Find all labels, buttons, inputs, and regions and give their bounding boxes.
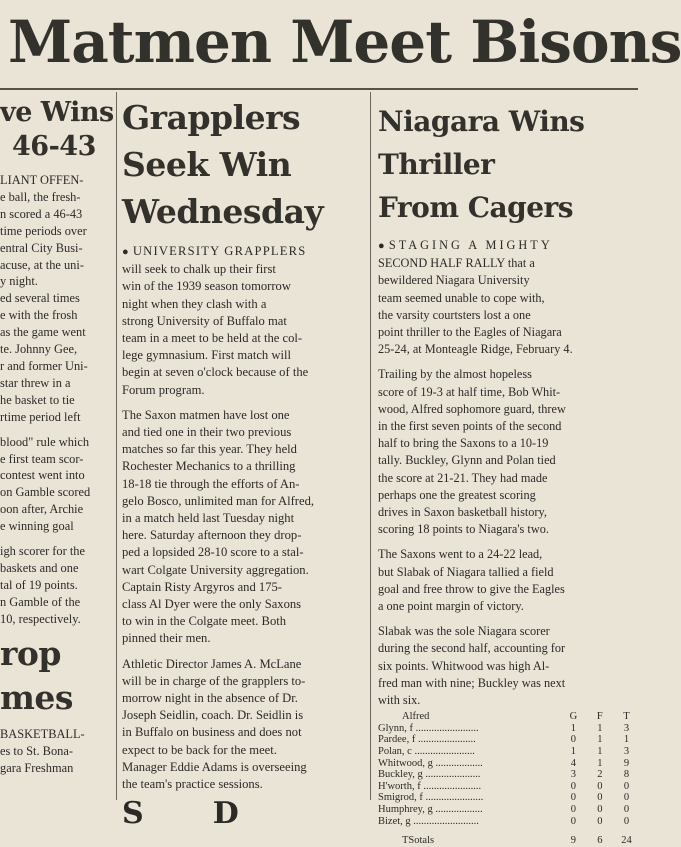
- box-score-header: [378, 711, 640, 723]
- stat-cell: 0: [623, 780, 630, 792]
- text-line: ped a lopsided 28-10 score to a stal-: [122, 545, 304, 560]
- text-line: Joseph Seidlin, coach. Dr. Seidlin is: [122, 708, 304, 723]
- text-line: rtime period left: [0, 409, 81, 424]
- text-line: Rochester Mechanics to a thrilling: [122, 459, 296, 474]
- text-line: will be in charge of the grapplers to-: [122, 673, 306, 688]
- stat-cell: 1: [597, 734, 603, 746]
- text-line: [0, 535, 114, 543]
- text-line: morrow night in the absence of Dr.: [122, 691, 298, 706]
- middle-headline-line: Grapplers: [122, 98, 301, 137]
- stat-cell: 0: [623, 815, 630, 827]
- stat-cell: 0: [597, 815, 603, 827]
- banner-headline: Matmen Meet Bisons: [8, 8, 681, 76]
- text-line: and tied one in their two previous: [122, 425, 292, 440]
- totals-label: TSotals: [402, 835, 435, 847]
- column-header: G: [569, 711, 578, 723]
- text-line: in a match held last Tuesday night: [122, 511, 295, 526]
- lead-text: UNIVERSITY GRAPPLERS: [132, 244, 307, 258]
- right-headline: [378, 100, 638, 229]
- column-header: T: [623, 711, 630, 723]
- column-rule-right: [370, 92, 371, 800]
- stat-cell: 0: [570, 734, 577, 746]
- text-line: baskets and one: [0, 560, 79, 575]
- text-line: half to bring the Saxons to a 10-19: [378, 436, 549, 451]
- text-line: scoring 18 points to Niagara's two.: [378, 522, 549, 537]
- box-score-row: [378, 792, 640, 804]
- text-line: begin at seven o'clock because of the: [122, 365, 309, 380]
- column-rule-left: [116, 92, 117, 800]
- player-name: Whitwood, g ..................: [378, 757, 483, 769]
- middle-paragraph-1: [122, 243, 368, 399]
- banner-rule: [0, 88, 638, 90]
- middle-paragraph-2: [122, 407, 368, 648]
- stat-cell: 1: [597, 746, 603, 758]
- text-line: igh scorer for the: [0, 544, 85, 559]
- text-line: night when they clash with a: [122, 296, 267, 311]
- text-line: the team's practice sessions.: [122, 777, 263, 792]
- box-score-totals: [378, 827, 640, 847]
- text-line: wood, Alfred sophomore guard, threw: [378, 401, 566, 416]
- totals-cell: 6: [597, 835, 603, 847]
- text-line: y night.: [0, 274, 38, 289]
- text-line: but Slabak of Niagara tallied a field: [378, 564, 554, 579]
- middle-column: [122, 94, 368, 832]
- middle-headline-line: Seek Win: [122, 145, 292, 184]
- stat-cell: 1: [623, 734, 630, 746]
- right-paragraph-2: [378, 366, 638, 538]
- text-line: bewildered Niagara University: [378, 273, 530, 288]
- bullet-icon: ●: [378, 240, 386, 252]
- stat-cell: 8: [623, 769, 630, 781]
- stat-cell: 2: [597, 769, 603, 781]
- lead-line: [378, 237, 638, 255]
- text-line: point thriller to the Eagles of Niagara: [378, 325, 562, 340]
- text-line: will seek to chalk up their first: [122, 262, 276, 277]
- text-line: tal of 19 points.: [0, 577, 78, 592]
- middle-headline: [122, 94, 368, 235]
- text-line: e ball, the fresh-: [0, 189, 81, 204]
- text-line: team seemed unable to cope with,: [378, 290, 545, 305]
- text-line: oon after, Archie: [0, 502, 84, 517]
- right-paragraph-1: [378, 237, 638, 358]
- player-name: Polan, c .......................: [378, 746, 475, 758]
- text-line: tally. Buckley, Glynn and Polan tied: [378, 453, 556, 468]
- text-line: in Buffalo on business and does not: [122, 725, 302, 740]
- right-paragraph-4: [378, 623, 638, 709]
- box-score: [378, 711, 640, 847]
- text-line: te. Johnny Gee,: [0, 342, 78, 357]
- text-line: 18-18 tie through the efforts of An-: [122, 476, 300, 491]
- text-line: blood" rule which: [0, 434, 90, 449]
- text-line: expect to be back for the meet.: [122, 742, 277, 757]
- left-story-2: [0, 726, 114, 777]
- text-line: here. Saturday afternoon they drop-: [122, 528, 302, 543]
- middle-headline-line: Wednesday: [122, 192, 324, 231]
- stat-cell: 9: [623, 757, 630, 769]
- stat-cell: 4: [570, 757, 577, 769]
- text-line: r and former Uni-: [0, 358, 88, 373]
- left-headline-2: [0, 632, 114, 720]
- right-column: [378, 94, 638, 847]
- box-score-row: [378, 746, 640, 758]
- left-headline: [0, 96, 114, 164]
- left-story: [0, 172, 114, 628]
- left-column: [0, 94, 114, 800]
- text-line: six points. Whitwood was high Al-: [378, 658, 550, 673]
- box-score-row: [378, 804, 640, 816]
- player-name: Buckley, g .....................: [378, 769, 481, 781]
- text-line: ed several times: [0, 291, 80, 306]
- text-line: The Saxon matmen have lost one: [122, 407, 290, 422]
- player-name: H'worth, f ......................: [378, 780, 482, 792]
- text-line: pinned their men.: [122, 631, 211, 646]
- text-line: lege gymnasium. First match will: [122, 348, 291, 363]
- text-line: he basket to tie: [0, 392, 75, 407]
- player-name: Humphrey, g ..................: [378, 804, 483, 816]
- left-headline-2-line: mes: [0, 677, 73, 717]
- stat-cell: 0: [570, 815, 577, 827]
- text-line: matches so far this year. They held: [122, 442, 297, 457]
- text-line: perhaps one the greatest scoring: [378, 487, 536, 502]
- text-line: 25-24, at Monteagle Ridge, February 4.: [378, 342, 573, 357]
- stat-cell: 0: [623, 804, 630, 816]
- text-line: during the second half, accounting for: [378, 641, 566, 656]
- text-line: gelo Bosco, unlimited man for Alfred,: [122, 493, 315, 508]
- box-score-row: [378, 758, 640, 770]
- stat-cell: 0: [570, 780, 577, 792]
- text-line: Manager Eddie Adams is overseeing: [122, 759, 307, 774]
- bullet-icon: ●: [122, 246, 130, 258]
- text-line: SECOND HALF RALLY that a: [378, 256, 535, 271]
- text-line: score of 19-3 at half time, Bob Whit-: [378, 384, 561, 399]
- text-line: acuse, at the uni-: [0, 257, 84, 272]
- stat-cell: 0: [597, 792, 603, 804]
- text-line: Captain Risty Argyros and 175-: [122, 579, 282, 594]
- player-name: Pardee, f ......................: [378, 734, 476, 746]
- text-line: e winning goal: [0, 519, 74, 534]
- box-score-row: [378, 816, 640, 828]
- text-line: fred man with nine; Buckley was next: [378, 675, 566, 690]
- text-line: team in a meet to be held at the col-: [122, 331, 303, 346]
- box-score-row: [378, 781, 640, 793]
- text-line: star threw in a: [0, 375, 71, 390]
- text-line: entral City Busi-: [0, 240, 83, 255]
- text-line: a one point margin of victory.: [378, 599, 524, 614]
- text-line: win of the 1939 season tomorrow: [122, 279, 291, 294]
- text-line: on Gamble scored: [0, 485, 91, 500]
- stat-cell: 1: [597, 757, 603, 769]
- text-line: strong University of Buffalo mat: [122, 313, 287, 328]
- stat-cell: 0: [597, 804, 603, 816]
- right-headline-line: Niagara Wins: [378, 105, 585, 138]
- middle-next-headline: S D: [122, 796, 239, 832]
- left-headline-line: 46-43: [12, 131, 96, 162]
- stat-cell: 0: [623, 792, 630, 804]
- text-line: The Saxons went to a 24-22 lead,: [378, 547, 543, 562]
- stat-cell: 3: [623, 722, 630, 734]
- text-line: goal and free throw to give the Eagles: [378, 581, 565, 596]
- text-line: class Al Dyer were the only Saxons: [122, 597, 302, 612]
- text-line: to win in the Colgate meet. Both: [122, 614, 287, 629]
- middle-paragraph-3: [122, 656, 368, 794]
- text-line: es to St. Bona-: [0, 743, 73, 758]
- text-line: wart Colgate University aggregation.: [122, 562, 309, 577]
- text-line: [0, 426, 114, 434]
- player-name: Bizet, g .........................: [378, 815, 479, 827]
- text-line: Athletic Director James A. McLane: [122, 656, 302, 671]
- text-line: gara Freshman: [0, 760, 74, 775]
- stat-cell: 0: [570, 804, 577, 816]
- text-line: 10, respectively.: [0, 611, 81, 626]
- stat-cell: 3: [623, 746, 630, 758]
- text-line: LIANT OFFEN-: [0, 173, 84, 187]
- text-line: BASKETBALL-: [0, 726, 85, 741]
- stat-cell: 0: [570, 792, 577, 804]
- text-line: in the first seven points of the second: [378, 419, 562, 434]
- text-line: Forum program.: [122, 382, 205, 397]
- text-line: the score at 21-21. They had made: [378, 470, 548, 485]
- text-line: drives in Saxon basketball history,: [378, 505, 547, 520]
- text-line: e with the frosh: [0, 308, 78, 323]
- stat-cell: 3: [570, 769, 577, 781]
- player-name: Smigrod, f ......................: [378, 792, 484, 804]
- stat-cell: 1: [570, 746, 577, 758]
- left-headline-2-line: rop: [0, 633, 61, 673]
- totals-cell: 9: [570, 835, 577, 847]
- lead-line: [122, 243, 368, 261]
- text-line: e first team scor-: [0, 451, 84, 466]
- box-score-row: [378, 734, 640, 746]
- column-header: F: [596, 711, 603, 723]
- left-headline-line: ve Wins: [0, 97, 114, 128]
- box-score-row: [378, 769, 640, 781]
- player-name: Glynn, f ........................: [378, 722, 479, 734]
- text-line: n scored a 46-43: [0, 206, 83, 221]
- text-line: the varsity courtsters lost a one: [378, 307, 531, 322]
- team-name: Alfred: [402, 711, 430, 723]
- stat-cell: 0: [597, 780, 603, 792]
- right-headline-line: From Cagers: [378, 191, 574, 224]
- stat-cell: 1: [570, 722, 577, 734]
- text-line: contest went into: [0, 468, 85, 483]
- text-line: Slabak was the sole Niagara scorer: [378, 624, 550, 639]
- lead-text: STAGING A MIGHTY: [388, 238, 553, 252]
- text-line: Trailing by the almost hopeless: [378, 367, 532, 382]
- text-line: as the game went: [0, 325, 86, 340]
- right-headline-line: Thriller: [378, 148, 495, 181]
- box-score-row: [378, 723, 640, 735]
- stat-cell: 1: [597, 722, 603, 734]
- totals-cell: 24: [621, 835, 632, 847]
- text-line: n Gamble of the: [0, 594, 81, 609]
- text-line: with six.: [378, 693, 421, 708]
- text-line: time periods over: [0, 223, 87, 238]
- right-paragraph-3: [378, 546, 638, 615]
